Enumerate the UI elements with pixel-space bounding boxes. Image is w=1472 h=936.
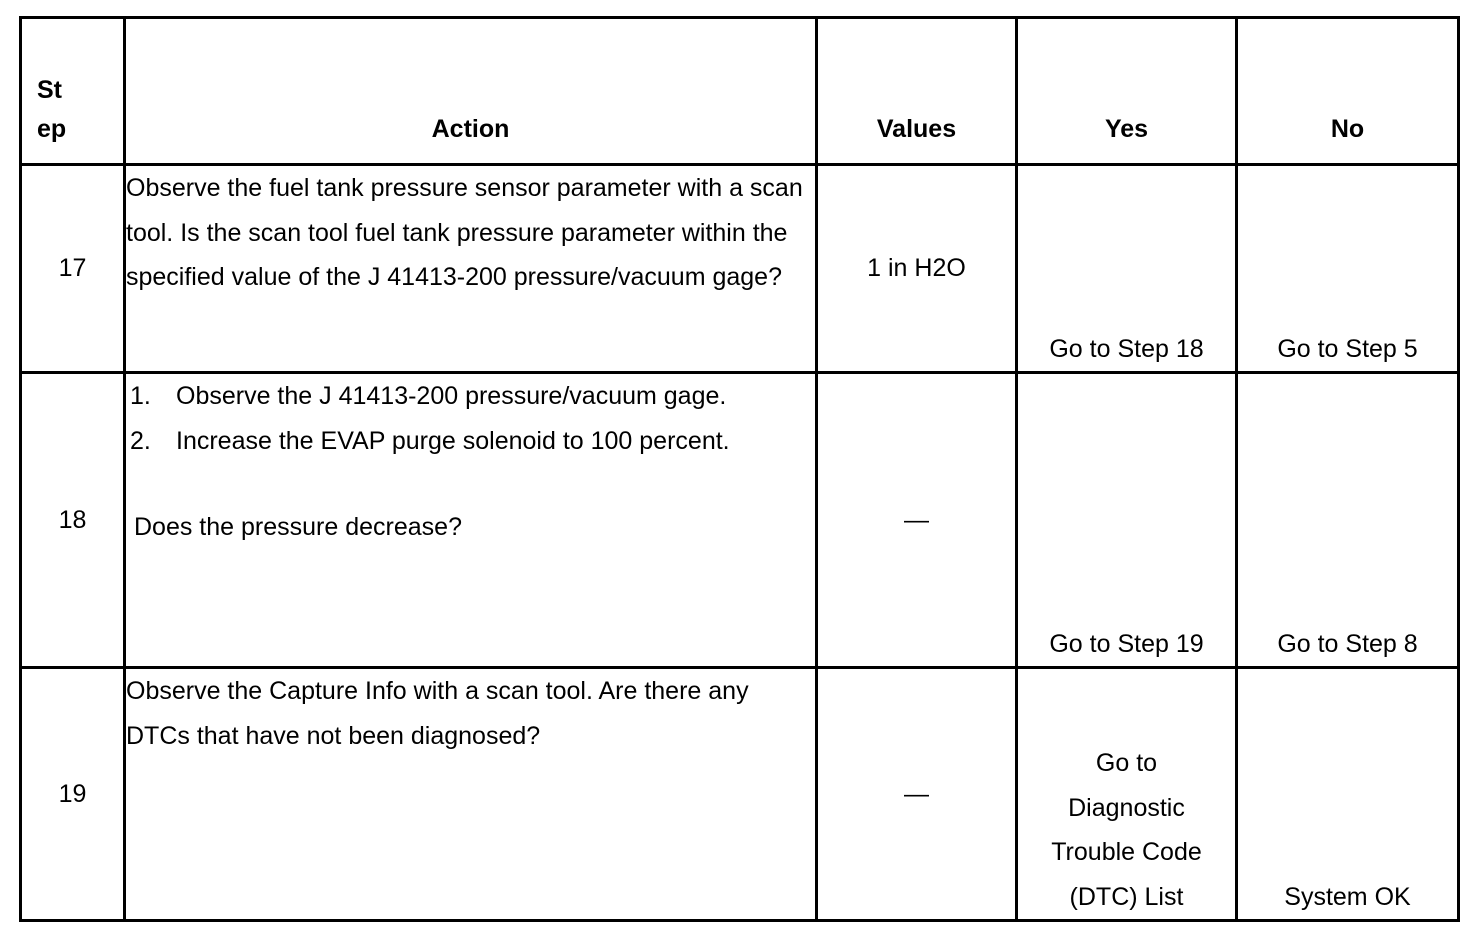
step-number: 17 [21,165,125,373]
header-action: Action [125,18,817,165]
step-number: 19 [21,668,125,921]
values-cell [817,373,1017,668]
values-cell: 1 in H2O [817,165,1017,373]
spacer [126,463,815,505]
header-step-label: St ep [37,76,67,143]
header-yes: Yes [1017,18,1237,165]
table-row [21,373,1459,668]
table-row [21,165,1459,373]
values-cell: — [817,668,1017,921]
action-text: Observe the Capture Info with a scan tool. Are there any DTCs that have not been diagnosed? [125,668,817,921]
list-text: Observe the J 41413-200 pressure/vacuum gage. [176,382,727,410]
values-dash: — [904,505,929,534]
yes-cell [1017,373,1237,668]
yes-link: Go to Step 18 [1049,334,1204,363]
no-cell: System OK [1237,668,1459,921]
header-step [21,18,125,165]
action-list-item [126,419,815,464]
list-number: 1. [130,382,151,410]
yes-link: Go to Step 19 [1049,629,1204,658]
action-list-item [126,374,815,419]
step-number: 18 [21,373,125,668]
action-text: Observe the fuel tank pressure sensor parameter with a scan tool. Is the scan tool fuel tank pressure parameter within the specified value of the J 41413-200 pressure/vacuum gage? [125,165,817,373]
no-cell: Go to Step 8 [1237,373,1459,668]
yes-cell [1017,165,1237,373]
list-text: Increase the EVAP purge solenoid to 100 percent. [176,426,730,455]
header-no: No [1237,18,1459,165]
header-values: Values [817,18,1017,165]
header-row [21,18,1459,165]
list-number: 2. [130,426,151,455]
diagnostic-table [19,16,1460,922]
yes-cell [1017,668,1237,921]
action-text [125,373,817,668]
yes-link: Go to Diagnostic Trouble Code (DTC) List [1051,749,1202,911]
table-row [21,668,1459,921]
no-cell: Go to Step 5 [1237,165,1459,373]
action-question: Does the pressure decrease? [134,513,462,541]
